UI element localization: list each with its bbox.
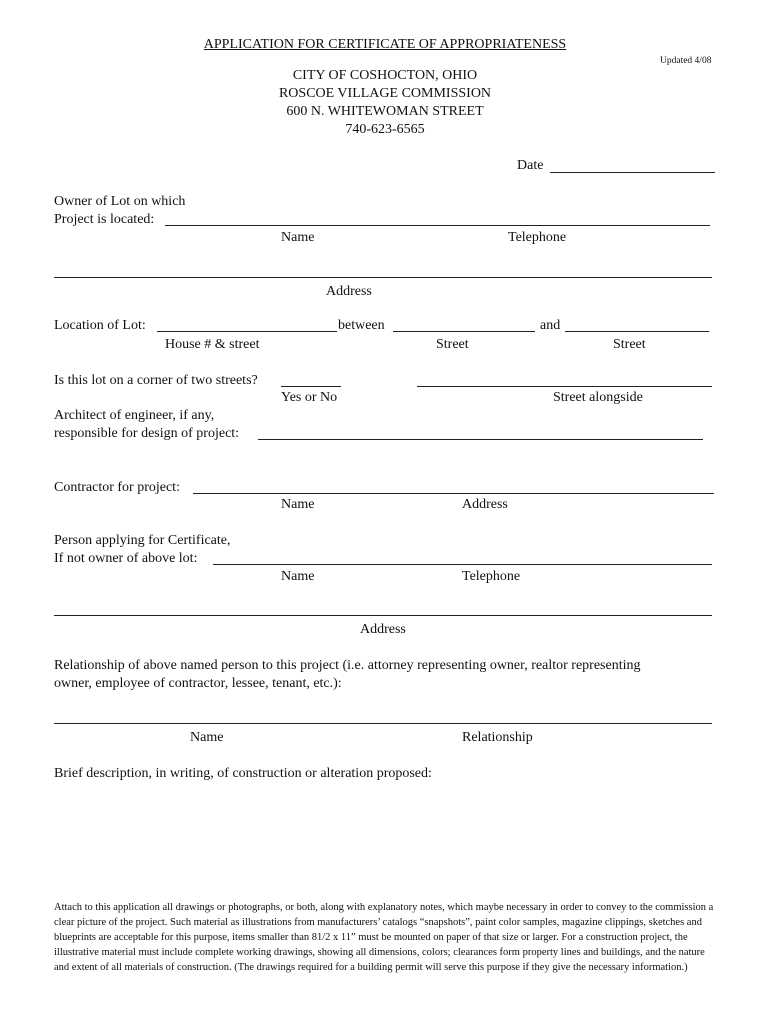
applicant-name-field[interactable]	[213, 564, 712, 565]
street-alongside-caption: Street alongside	[553, 390, 643, 405]
description-area[interactable]	[54, 785, 714, 890]
architect-field[interactable]	[258, 439, 703, 440]
relationship-text-2: owner, employee of contractor, lessee, tenant, etc.):	[54, 676, 342, 691]
org-line-phone: 740-623-6565	[345, 122, 425, 137]
owner-label-2: Project is located:	[54, 212, 155, 227]
corner-yes-no-field[interactable]	[281, 386, 341, 387]
form-title: APPLICATION FOR CERTIFICATE OF APPROPRIATENESS	[203, 37, 567, 52]
applicant-label-2: If not owner of above lot:	[54, 551, 198, 566]
owner-telephone-caption: Telephone	[508, 230, 567, 245]
owner-address-field[interactable]	[54, 277, 712, 278]
org-line-address: 600 N. WHITEWOMAN STREET	[286, 104, 484, 119]
attachment-note: Attach to this application all drawings or photographs, or both, along with explanatory notes, which maybe necessary in order to convey to the commission a clear picture of the project. Such material as illustrations from manufacturers’ catalogs “snapshots”, paint color samples, magazine clippings, sketches and blueprints are acceptable for this purpose, items smaller than 81/2 x 11” must be mounted on paper of that size or larger. For a construction project, the illustrative material must include complete working drawings, showing all dimensions, colors; clearances form property lines and buildings, and the nature and extent of all materials of construction. (The drawings required for a building permit will serve this purpose if they give the necessary information.)	[54, 902, 714, 973]
owner-address-caption: Address	[326, 284, 372, 299]
yes-no-caption: Yes or No	[281, 390, 338, 405]
applicant-name-caption: Name	[281, 569, 315, 584]
street-caption-2: Street	[613, 337, 646, 352]
house-caption: House # & street	[165, 337, 260, 352]
date-label: Date	[517, 158, 544, 173]
relationship-text-1: Relationship of above named person to this project (i.e. attorney representing owner, realtor representing	[54, 658, 641, 673]
cross-street-1-field[interactable]	[393, 331, 535, 332]
relationship-field[interactable]	[54, 723, 712, 724]
relationship-caption: Relationship	[462, 730, 533, 745]
contractor-address-caption: Address	[462, 497, 508, 512]
org-line-commission: ROSCOE VILLAGE COMMISSION	[278, 86, 492, 101]
corner-question: Is this lot on a corner of two streets?	[54, 373, 258, 388]
street-alongside-field[interactable]	[417, 386, 712, 387]
brief-description-label: Brief description, in writing, of construction or alteration proposed:	[54, 766, 432, 781]
applicant-address-field[interactable]	[54, 615, 712, 616]
owner-name-caption: Name	[281, 230, 315, 245]
street-caption-1: Street	[436, 337, 469, 352]
architect-label-2: responsible for design of project:	[54, 426, 240, 441]
and-label: and	[540, 318, 561, 333]
location-house-field[interactable]	[157, 331, 337, 332]
architect-label-1: Architect of engineer, if any,	[54, 408, 215, 423]
updated-date: Updated 4/08	[660, 56, 712, 66]
location-label: Location of Lot:	[54, 318, 146, 333]
between-label: between	[338, 318, 385, 333]
applicant-address-caption: Address	[360, 622, 406, 637]
contractor-label: Contractor for project:	[54, 480, 180, 495]
owner-label-1: Owner of Lot on which	[54, 194, 186, 209]
contractor-name-caption: Name	[281, 497, 315, 512]
date-field[interactable]	[550, 172, 715, 173]
contractor-field[interactable]	[193, 493, 714, 494]
owner-name-field[interactable]	[165, 225, 710, 226]
cross-street-2-field[interactable]	[565, 331, 709, 332]
applicant-label-1: Person applying for Certificate,	[54, 533, 231, 548]
relationship-name-caption: Name	[190, 730, 224, 745]
applicant-telephone-caption: Telephone	[462, 569, 521, 584]
org-line-city: CITY OF COSHOCTON, OHIO	[292, 68, 478, 83]
